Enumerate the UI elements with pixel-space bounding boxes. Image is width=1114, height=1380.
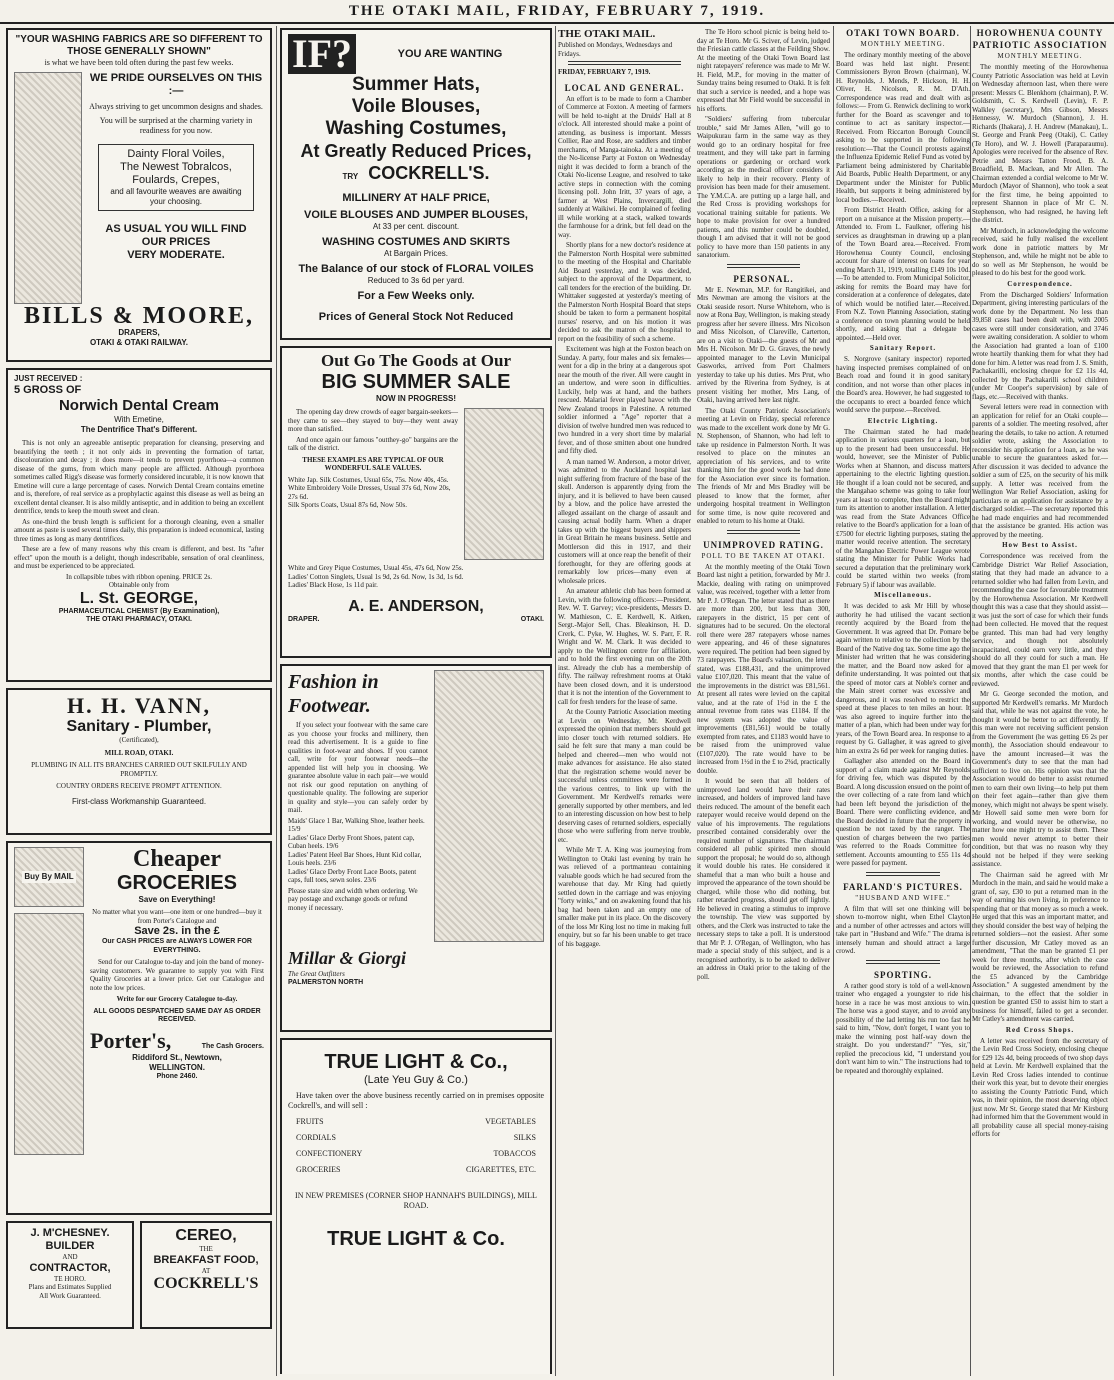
mail-bag-illustration (14, 847, 84, 907)
cereo-the: THE (199, 1245, 213, 1253)
anderson-progress: NOW IN PROGRESS! (375, 394, 456, 403)
chesney-work: All Work Guaranteed. (39, 1291, 101, 1300)
porters-cash: Our CASH PRICES are ALWAYS LOWER FOR EVERYTHING. (101, 938, 252, 954)
cockrell-costumes: WASHING COSTUMES AND SKIRTS (322, 236, 510, 248)
woman-illustration (464, 408, 544, 560)
horowhenua-1: The monthly meeting of the Horowhenua County Patriotic Association was held at Levin on Wednesday afternoon last, when there were present: Messrs C. Blenkhorn (chairman), P. W. Goldsmith, C. S. Kerdwell (Levin), F. P. Walkley (secretary), Mrs Gibson, Messrs Hennessy, W. Murdoch (Shannon), J. H. Richards (Ihakara), J. H. Andrew (Manakau), L. St. George and Frank Peeg (Otaki), C. Catley (Te Horo), and W. J. Howell (Paraparaumu). Apologies were received for the absence of Rev. Petrie and Messrs Tatton Frood, B. A. Broadfield, B. Maclean, and Mr Allen. The Chairman extended a cordial welcome to Mr W. Murdoch (Mayor of Shannon), who took a seat for the first time, he being appointed to represent Shannon in place of Mr C. N. Stephenson, who had resigned, he having left the district. (972, 63, 1108, 224)
corr-1: From the Discharged Soldiers' Information Department, giving interesting particulars of the work done by the Department. No less than 39,858 cases had been dealt with, with 2005 cases were still under consideration, and 3746 were awaiting consideration. A soldier to whom the Association had granted a loan of £100 wrote heartily thanking them for what they had done for him. A letter was read from J. S. Smith, Pachakarilli, enclosing cheque for £2 11s 4d, collected by the Pachakarilli school children (under Mr Cooper's supervision) by sale of flags, etc.—Received with thanks. (972, 290, 1108, 401)
truelight-left-2: CORDIALS (296, 1133, 337, 1142)
norwich-george: L. St. GEORGE, (79, 589, 199, 607)
fabric-2: The Newest Tobralcos, (120, 161, 232, 173)
millar-state: Please state size and width when ordering. We pay postage and exchange goods or refund money if necessary. (288, 886, 418, 912)
truelight-title: TRUE LIGHT & Co., (324, 1051, 508, 1073)
millar-item-1: Maids' Glace 1 Bar, Walking Shoe, leather heels. 15/9 (288, 816, 425, 833)
cereo-ad (140, 1221, 272, 1329)
bills-headline: "YOUR WASHING FABRICS ARE SO DIFFERENT TO THOSE GENERALLY SHOWN" (15, 34, 263, 57)
fabric-3: Foulards, Crepes, (132, 174, 220, 186)
chesney-ad (6, 1221, 134, 1329)
cockrell-blouses: VOILE BLOUSES AND JUMPER BLOUSES, (304, 209, 528, 221)
anderson-draper: DRAPER. (288, 615, 320, 623)
column-2 (280, 28, 552, 1374)
electric-text: The Chairman stated he had made application in various quarters for a loan, but up to the present had been unsuccessful. He would, however, see the Minister of Public Works when at Shannon, and discuss matters appertaining to the electric lighting question. He thought if a loan could not be secured, and the Mangahao scheme was going to take four years at least to complete, then the Board might turn its attention to another installation. A letter was read from the State Advances Office relative to the Board's application for a loan of £7500 for electric lighting purposes, stating the matter would receive attention. The secretary of the Mangahao Electric Power League wrote stating the Minister for Public Works had secured a deputation that the preliminary work could be started within two weeks (from February 5) if labour was available. (836, 427, 970, 589)
misc-2: Gallagher also attended on the Board in support of a claim made against Mr Reynolds for driving fee, which was disputed by the Board. A long discussion ensued on the point of the over collecting of a rate from land which had been left beyond the jurisdiction of the Board. There were conflicting evidence, and the Board decided in future that the property in question be not taxed by the ranger. The question of charges between the two parties was referred to the Roads Committee for settlement. Accounts amounting to £55 11s 4d were passed for payment. (836, 757, 970, 867)
farland-text: A film that will set one thinking will be shown to-morrow night, when Ethel Clayton and a number of other actresses and actors will take part in "Husband and Wife." The drama is intensely human and should attract a large crowd. (836, 904, 970, 955)
chesney-contractor: CONTRACTOR, (29, 1261, 111, 1274)
vann-cert: (Certificated), (119, 736, 159, 744)
section-personal: PERSONAL. (733, 273, 794, 284)
cockrell-try: TRY (342, 172, 359, 181)
section-sanitary: Sanitary Report. (869, 344, 937, 352)
personal-2: The Otaki County Patriotic Association's meeting at Levin on Friday, special reference was made to the excellent work done by Mr G. N. Stephenson, of Shannon, who had left to take up residence in Palmerston North. It was resolved to place on the minutes an appreciation of his services, and to write thanking him for the good work he had done for the Association ever since its formation. The friends of Mr and Mrs Bradley will be pleased to know that the former, after undergoing hospital treatment in Wellington for some time, is now quite recovered and enabled to return to his home at Otaki. (697, 406, 830, 525)
porters-cash-grocers: The Cash Grocers. (201, 1042, 264, 1050)
section-horowhenua-1: HOROWHENUA COUNTY (976, 28, 1104, 38)
column-rule (833, 26, 834, 1376)
column-1 (6, 28, 272, 1374)
woman-illustration (14, 72, 82, 304)
truelight-right-2: SILKS (513, 1133, 536, 1142)
porters-groceries: GROCERIES (116, 872, 238, 894)
section-red-cross: Red Cross Shops. (1005, 1025, 1075, 1034)
anderson-name: A. E. ANDERSON, (348, 597, 484, 615)
truelight-right-3: TOBACCOS (493, 1149, 536, 1158)
anderson-title-1: Out Go The Goods at Our (320, 351, 512, 370)
section-how: How Best to Assist. (1002, 541, 1078, 549)
cockrell-reduced-to: Reduced to 3s 6d per yard. (367, 276, 465, 285)
bills-sub: is what we have been told often during the past few weeks. (44, 58, 234, 67)
anderson-examples: THESE EXAMPLES ARE TYPICAL OF OUR WONDERFUL SALE VALUES. (302, 455, 444, 472)
mail-title: THE OTAKI MAIL. (558, 28, 656, 40)
cereo-food: BREAKFAST FOOD, (153, 1253, 259, 1266)
column-rule (970, 26, 971, 1376)
column-3 (558, 28, 830, 1374)
section-town-board: OTAKI TOWN BOARD. (846, 28, 960, 38)
vann-guarantee: First-class Workmanship Guaranteed. (71, 796, 207, 806)
local-5: An amateur athletic club has been formed at Levin, with the following officers:—President, Rev. W. T. Garvey; vice-presidents, Messrs D. W. Mathieson, C. E. Kerdwell, K. Aitken, Sergt.-Major Sell, Chas. Bleakinson, H. D. Crerk, C. Pyke, W. Hughes, W. S. Parr, F. R. Wright and W. M. Clark. It was decided to apply to the Wellington centre for affiliation, and to hold the first evening run on the 20th inst. Already the club has a membership of fifty. The railway refreshment rooms at Otaki have been closed down, and it is understood that it is not the intention of the Government to call for fresh tenders for the lease of same. (558, 587, 691, 706)
norwich-with: With Emetine, (114, 415, 164, 424)
truelight-right-4: CIGARETTES, ETC. (466, 1165, 536, 1174)
local-7: While Mr T. A. King was journeying from Wellington to Otaki last evening by train he was relieved of a portmanteau containing valuable goods which he had secured from the warehouse that day. Mr King had quietly settled down in the carriage and was enjoying "forty winks," and on awakening found that his bag had been taken and an empty one of smaller make put in its place. On the discovery of the loss Mr King lost no time in making full enquiry, but so far his been unable to get trace of his baggage. (558, 846, 691, 948)
column-rule (555, 26, 556, 1376)
norwich-tubes: In collapsible tubes with ribbon opening. PRICE 2s. (65, 572, 212, 581)
truelight-left-4: GROCERIES (296, 1165, 341, 1174)
divider (568, 61, 681, 65)
porters-ad (6, 841, 272, 1215)
woman-telephone-illustration (14, 913, 84, 1155)
millar-outfitters: The Great Outfitters (288, 970, 345, 978)
chesney-place: TE HORO. (54, 1274, 86, 1283)
cockrell-balance: The Balance of our stock of FLORAL VOILES (298, 263, 534, 275)
bills-pride: WE PRIDE OURSELVES ON THIS :— (89, 72, 263, 97)
col3-b: "Soldiers' suffering from tubercular trouble," said Mr James Allen, "will go to Waipukurau farm in the same way as they would go to an ordinary hospital for free treatment, and they will take part in farming operations or gardening or orchard work according as the medical officer considers it likely to help in their recovery. Plenty of provision has been made for their amusement. The Y.M.C.A. are putting up a large hall, and the Red Cross is providing workshops for vocational training suitable for patients. We hope to make provision for over a hundred patients, and this number could be doubled, though I am advised that it will not be good policy to have more than 150 patients in any sanatorium. (697, 115, 830, 259)
truelight-left-3: CONFECTIONERY (296, 1149, 363, 1158)
town-board-2: From District Health Office, asking for a report on a nuisance at the Mission property.—Attended to. From L. Faulkner, offering his services as draughtsman in drawing up a plan of the Town Board area.—Received. From Horowhenua County Council, enclosing account for share of interest on loans for year ending March 31, 1919, totalling £149 10s 10d.—To be attended to. From Municipal Solicitor, asking for remits the Board may have for consideration at a conference of delegates, date of which would be notified later.—Received. From N.Z. Town Planning Association, stating a conference on town planning would be held shortly, and asking that a delegate be appointed.—Held over. (836, 206, 970, 342)
horowhenua-2: Mr Murdoch, in acknowledging the welcome received, said he fully realised the excellent work done in patriotic matters by Mr Stephenson, and, while he might not be able to do so well as Mr Stephenson, he would be pleased to do his best for the good work. (972, 226, 1108, 277)
section-unimproved: UNIMPROVED RATING. (703, 539, 824, 550)
bills-usual-1: AS USUAL YOU WILL FIND (105, 223, 247, 235)
millar-giorgi-ad (280, 664, 552, 1032)
millar-title-2: Footwear. (288, 695, 371, 717)
millar-item-2: Ladies' Glace Derby Front Shoes, patent cap, Cuban heels. 19/6 (288, 833, 415, 850)
sporting-text: A rather good story is told of a well-known trainer who engaged a youngster to ride his horse in a race he was most anxious to win. The horse was a good stayer, and to avoid any possibility of the lad letting his run too fast he said to him, "Now, don't forget, I want you to make the winning post half-way down the straight. Do you understand?" "Yes, sir," replied the precocious kid, "I understand you don't want him to win." The instructions had to be repeated and thoroughly explained. (836, 981, 970, 1075)
boot-illustration (434, 670, 544, 942)
cockrell-weeks: For a Few Weeks only. (357, 290, 475, 302)
chesney-plans: Plans and Estimates Supplied (28, 1283, 112, 1291)
norwich-post: Obtainable only from (108, 581, 170, 589)
truelight-footer: TRUE LIGHT & Co. (327, 1228, 505, 1250)
vann-trade: Sanitary - Plumber, (66, 718, 212, 735)
vann-ad (6, 688, 272, 835)
norwich-body-3: These are a few of many reasons why this cream is different, and best. Its "after effect" upon the mouth is a delight, though indescribable, sensation of oral cleanliness, and must be experienced to be appreciated. (14, 545, 264, 570)
local-1: An effort is to be made to form a Chamber of Commerce at Foxton. A meeting of farmers will be held to-night at the Druids' Hall at 8 o'clock. All interested should make a point of attending, as business is important. Messrs Collier, Rae and Rose, are saddlers and timber merchants, of Manga-tainoka. At a meeting of the No-license Party at Foxton on Wednesday night it was decided to form a branch of the Otaki No-license League, and resolved to take active steps in connection with the coming licensing poll. John Iritt, 37 years of age, a farmer at West Plains, Invercargill, died suddenly at Waikiwi. He complained of feeling ill while working at a stack, walked towards the farmhouse for a drink, but fell dead on the way. (558, 94, 691, 239)
norwich-title: Norwich Dental Cream (58, 397, 220, 414)
divider (866, 872, 940, 876)
millar-item-3: Ladies' Patent Heel Bar Shoes, Hunt Kid collar, Louis heels. 23/6 (288, 850, 422, 867)
section-farland: FARLAND'S PICTURES. (843, 881, 963, 892)
mail-published: Published on Mondays, Wednesdays and Fridays. (558, 41, 673, 58)
porters-name: Porter's, (90, 1027, 172, 1053)
local-6: At the County Patriotic Association meeting at Levin on Wednesday, Mr. Kerdwell expressed the opinion that members should get into closer touch with returned soldiers. He said he felt sure that many a man could be helped and cheered—men who would not make advances for assistance. He also stated that the registration scheme would never be successful unless committees were formed in the various centres, to link up with the Government. Mr Kerdwell's remarks were generally supported by other members, and led to an interesting discussion on how best to help deserving cases of returned soldiers, especially those who were suffering from nerve trouble, etc. (558, 708, 691, 844)
cockrell-ad (280, 28, 552, 340)
cockrell-millinery: MILLINERY AT HALF PRICE, (342, 192, 490, 204)
anderson-item-3: Silk Sports Coats, Usual 87s 6d, Now 50s. (288, 501, 408, 509)
misc-1: It was decided to ask Mr Hill by whose authority he had utilised the vacant section recently acquired by the Board from the Government. It was agreed that Dr. Pomare be again written to relative to the collection by the Board of the Native dog tax. Some time ago the Minister had written that he was considering the matter, and the Board now asked for a definite understanding. It was pointed out that the speed of motor cars at Noble's corner and the Main street corner was excessive and dangerous, and it was resolved to restrict the speed at these places to ten miles an hour. It was also agreed to inquire further into the matter of a plan, which had been under way for years, of the Town Board area. In response to a request by G. Gallagher, it was agreed to give him an extra 2s 6d per week for ranging duties. (836, 602, 970, 755)
porters-save: Save on Everything! (138, 895, 216, 904)
news-col-a (558, 28, 691, 983)
section-monthly-2: MONTHLY MEETING. (997, 52, 1083, 60)
truelight-right-1: VEGETABLES (485, 1117, 536, 1126)
divider (727, 530, 800, 534)
chesney-name: J. M'CHESNEY. (30, 1227, 110, 1239)
norwich-body: This is not only an agreeable antiseptic preparation for cleansing, preserving and beautifying the teeth ; it not only aids in preventing the formation of tartar, discolouration and decay ; it does more—it tends to prevent pyorrhoea—a common disease of the gums, from which many people are afflicted. Although pyorrhoea sometimes called Rigg's disease was formerly considered incurable, it is now known that Emetine will cure a large percentage of cases. Norwich Dental Cream contains emetine and is, therefore, of real service as a prophylactic against this disease as well as being an excellent dental cleanser. It is also mildly antiseptic, and in addition to being an excellent dentrifice, tends to keep the mouth sweet and clean. (14, 439, 264, 515)
cockrell-washing: Washing Costumes, (325, 118, 507, 139)
porters-buy: Buy By MAIL (24, 872, 74, 881)
local-4: A man named W. Anderson, a motor driver, was admitted to the Auckland hospital last night suffering from fracture of the base of the skull. Anderson is apparently dying from the injury, and it is believed to have been caused by a blow, and the police have arrested the alleged assailant on the charge of assault and causing actual bodily harm. When a draper takes up with the biggest buyers and shippers in Great Britain he means business. Settle and Mottlerson did this in 1917, and their customers will at once reap the benefit of their forethought, for they are offering goods at remarkably low prices—many even at wholesale prices. (558, 457, 691, 585)
porters-send: Send for our Catalogue to-day and join the band of money-saving customers. We guarantee to supply you with First Quality Groceries at a lower price. Get our Catalogue and note the low prices. (90, 958, 264, 992)
column-4 (836, 28, 970, 1374)
cockrell-name: COCKRELL'S. (368, 163, 490, 183)
how-1: Correspondence was received from the Cambridge District War Relief Association, stating that they had made an advance to a returned soldier who had fallen from Levin, and recommending the case for favourable treatment by the Horowhenua Association. Mr Kerdwell thought this was a case that they should assist—it was just the sort of case for which their funds had been collected. He moved that the request be granted. This man had had very lengthy service, and though not absolutely incapacitated, could earn very little, and they should do all they could for such a man. He moved that they grant the man £1 per week for six months, after which the case could be reviewed. (972, 552, 1108, 688)
porters-nomatter: No matter what you want—one item or one hundred—buy it from Porter's Catalogue and (92, 908, 262, 925)
vann-country: COUNTRY ORDERS RECEIVE PROMPT ATTENTION. (56, 782, 222, 790)
anderson-item-2: White Embroidery Voile Dresses, Usual 37s 6d, Now 20s, 27s 6d. (288, 484, 451, 501)
norwich-body-2: As one-third the brush length is sufficient for a thorough cleaning, even a smaller amount as paste is used several times daily, this preparation is indeed economical, lasting three times as long as many dentrifices. (14, 517, 264, 543)
section-local: LOCAL AND GENERAL. (564, 82, 685, 93)
cereo-shop: COCKRELL'S (153, 1275, 259, 1292)
cockrell-general: Prices of General Stock Not Reduced (318, 311, 514, 323)
millar-body: If you select your footwear with the same care as you choose your frocks and millinery, then read this advertisement. It is a guide to fine qualities in foot-wear and shoes. If you cannot call, write for your footwear needs—the appended list will help you in choosing. We guarantee absolute value in each pair—we would not risk our good reputation on anything of questionable quality. The following are superior in quality and style—you can safely order by mail. (288, 721, 428, 814)
cockrell-hats: Summer Hats, (352, 74, 480, 95)
section-electric: Electric Lighting. (867, 416, 939, 425)
bills-name: BILLS & MOORE, (23, 303, 255, 329)
truelight-premises: IN NEW PREMISES (CORNER SHOP HANNAH'S BUILDINGS), MILL ROAD. (295, 1191, 537, 1210)
norwich-gross: 5 GROSS OF (14, 384, 82, 396)
column-5 (972, 28, 1108, 1374)
divider (866, 960, 940, 964)
section-monthly: MONTHLY MEETING. (860, 40, 946, 48)
how-2: Mr G. George seconded the motion, and supported Mr Kerdwell's remarks. Mr Murdoch said that, while he was not against the vote, he thought it would be better to act differently. If this man were not receiving sufficient pension from the Government (he was getting £6 2s per month), the Association should endeavour to have the amount increased—it was the Government's duty to see that the man had sufficient to live on. His opinion was that the Association would do better to assist returned men to earn their own living—to help put them on their feet again—rather than give them money, which might not always be spent wisely. Mr Howell said some men were born for working, and would never be otherwise, no matter how one might try to assist them. These men would never attempt to better their condition, but that was no reason why they should not be helped if they were seeking assistance. (972, 690, 1108, 868)
vann-road: MILL ROAD, OTAKI. (104, 748, 174, 757)
col3-a: The Te Horo school picnic is being held to-day at Te Horo. Mr G. Sciver, of Levin, judged the Friesian cattle classes at the Feilding Show. At the meeting of the Otaki Town Board last night ratepayers' reference was made to Mr W. H. Field, M.P., for moving in the matter of Sunday trains being resumed to Otaki. It is felt that such a service is needed, and a hope was expressed that Mr Field would be successful in his efforts. (697, 28, 830, 113)
porters-write: Write for our Grocery Catalogue to-day. (116, 995, 238, 1003)
porters-street: Riddiford St., Newtown, (132, 1052, 222, 1062)
cockrell-discount: At 33 per cent. discount. (372, 222, 460, 231)
section-husband: "HUSBAND AND WIFE." (855, 893, 951, 902)
cockrell-voile: Voile Blouses, (351, 96, 481, 117)
millar-title-1: Fashion in (288, 671, 379, 693)
millar-town: PALMERSTON NORTH (288, 978, 364, 986)
millar-name: Millar & Giorgi (288, 948, 407, 968)
news-col-b (697, 28, 830, 983)
cockrell-bargain: At Bargain Prices. (383, 249, 449, 258)
town-board-1: The ordinary monthly meeting of the above Board was held last night. Present: Commissioners Byron Brown (chairman), W. H. Reynolds, J. Mends, P. Hickson, H. H. Oliver, H. Nicolson, R. M. D'Ath. Correspondence was read and dealt with as follows:— From G. Renwick declining to work further for the Board as scavenger and to continue to act as sanitary inspector.—Received. From Riccarton Borough Council asking to be supported in the following resolution:—That the Council protests against the Influenza Epidemic Relief Fund as voted by Parliament being administered by Charitable Aid Boards, Public Health Department, or any Department under the Minister for Public Health, but supports it being administered by local bodies.—Received. (836, 51, 970, 204)
cereo-at: AT (201, 1266, 211, 1275)
chesney-builder: BUILDER (45, 1240, 95, 1252)
unimproved-2: It would be seen that all holders of unimproved land would have their rates increased, and holders of improved land have theirs reduced. The amount of the benefit each ratepayer would receive would depend on the value of his improvements. The regulations prescribed contained considerably over the required number of signatures. The chairman considered all public spirited men should support the proposal; he would do so, although it would double his rates. He considered it shameful that a man who built a house and improved the appearance of the town should be charged, while those who did nothing, but rather retarded progress, should get off lightly. He believed in creating a stimulus to improve the township. The view was supported by others, and the Clerk was instructed to take the necessary steps to take a poll. It is understood that Mr P. J. O'Regan, of Wellington, who has made a special study of this subject, and is a recognised authority, is to be asked to deliver an address in Otaki prior to the taking of the poll. (697, 777, 830, 981)
porters-phone: Phone 2460. (156, 1072, 198, 1080)
truelight-body: Have taken over the above business recently carried on in premises opposite Cockrell's, and will sell : (288, 1091, 544, 1110)
porters-save-2: Save 2s. in the £ (134, 925, 220, 937)
porters-despatched: ALL GOODS DESPATCHED SAME DAY AS ORDER RECEIVED. (93, 1007, 261, 1023)
anderson-pique: White and Grey Pique Costumes, Usual 45s, 47s 6d, Now 25s. (288, 564, 464, 572)
bills-address: OTAKI & OTAKI RAILWAY. (89, 338, 189, 347)
section-correspondence: Correspondence. (1007, 279, 1073, 288)
cereo-name: CEREO, (175, 1227, 237, 1244)
how-3: The Chairman said he agreed with Mr Murdoch in the main, and said he would make a grant of, say, £30 to put a returned man in the way of earning his own living, in preference to spending that or that money as so much a week. He urged that this was an important matter, and they should consider the best way of helping the returned soldiers—not the easiest. After some further discussion, Mr Catley moved as an amendment, "That the man be granted £1 per week for three months, after which the case would be reviewed, the Association to refund the £5 advanced by the Cambridge Association." A suggested amendment by the chairman, to the effect that the soldier in question be granted £50 to assist him to start a business for himself, failed to get a seconder. Mr Catley's amendment was carried. (972, 870, 1108, 1023)
true-light-ad (280, 1038, 552, 1374)
cockrell-if: IF? (288, 34, 356, 74)
masthead: THE OTAKI MAIL, FRIDAY, FEBRUARY 7, 1919. (0, 0, 1114, 24)
anderson-item-1: White Jap. Silk Costumes, Usual 65s, 75s. Now 40s, 45s. (288, 475, 449, 484)
cockrell-wanting: YOU ARE WANTING (397, 47, 503, 60)
local-2: Shortly plans for a new doctor's residence at the Palmerston North Hospital were submitted to the meeting of the Hospital and Charitable Aid Board yesterday, and it was decided, subject to the approval of the Department, to call tenders for the erection of the building. Dr. Whittaker suggested at yesterday's meeting of the Palmerston North Hospital Board that steps should be taken to form a permanent hospital nurses' reserve, and on his motion it was decided to ask the matron of the hospital to report on the feasibility of such a scheme. (558, 241, 691, 343)
local-3: Excitement was high at the Foxton beach on Sunday. A party, four males and six females—went for a dip in the briny at a dangerous spot near the mouth of the river. All were caught in an undertow, and were soon in difficulties. Luckily, help was at hand, and the bathers rescued. Malarial fever played havoc with the New Zealand troops in Palestine. A returned soldier informed a "Age" reporter that a division of twelve hundred men was reduced to two hundred in a very short time by malarial fever, and of those smitten about one hundred and fifty died. (558, 345, 691, 455)
norwich-dental-ad (6, 368, 272, 682)
bills-moore-ad (6, 28, 272, 362)
anderson-intro: The opening day drew crowds of eager bargain-seekers—they came to see—they stayed to buy—they went away more than satisfied. (288, 408, 458, 433)
divider (727, 264, 800, 268)
vann-branches: PLUMBING IN ALL ITS BRANCHES CARRIED OUT SKILFULLY AND PROMPTLY. (31, 761, 247, 778)
mail-date: FRIDAY, FEBRUARY 7, 1919. (558, 68, 651, 76)
truelight-late: (Late Yeu Guy & Co.) (364, 1074, 468, 1086)
personal-1: Mr E. Newman, M.P. for Rangitikei, and Mrs Newman are among the visitors at the Otaki seaside resort. Nurse Whitehorn, who is now at Rona Bay, Wellington, is making steady progress after her severe illness. Mrs Nicolson and Miss Nicolson, of Clareville, Carterton, are on a visit to Otaki—the guests of Mr and Mrs H. Nicolson. Mr D. G. Graves, the newly appointed manager to the Levin Municipal Gasworks, arrived from Port Chalmers yesterday to take up his duties. Mrs Prut, who arrived by the Riverina from Sydney, is at present visiting her mother, Mrs Lang, of Otaki, having arrived here last night. (697, 285, 830, 404)
fabrics-box (98, 144, 254, 211)
sanitary-text: S. Norgrove (sanitary inspector) reported having inspected premises complained of on Beach road and found it in good sanitary condition, and not worse than other places in the Board's area. However, he had suggested to the occupants to erect a boarded fence which would serve the purpose.—Received. (836, 355, 970, 414)
bills-favourite: and all favourite weaves are awaiting your choosing. (110, 187, 242, 206)
vann-name: H. H. VANN, (66, 693, 212, 718)
anderson-ad (280, 346, 552, 658)
cockrell-reduced: At Greatly Reduced Prices, (300, 141, 532, 161)
bills-usual-3: VERY MODERATE. (127, 249, 225, 261)
anderson-hose: Ladies' Black Hose, 1s 11d pair. (288, 581, 378, 589)
norwich-chemist: PHARMACEUTICAL CHEMIST (By Examination), (58, 607, 220, 615)
norwich-diff: The Dentrifice That's Different. (80, 425, 198, 434)
anderson-town: OTAKI. (520, 615, 544, 623)
anderson-title-2: BIG SUMMER SALE (321, 371, 511, 393)
bills-striving: Always striving to get uncommon designs and shades. (89, 102, 263, 111)
millar-item-4: Ladies' Glace Derby Front Lace Boots, patent caps, full toes, sewn soles. 23/6 (288, 867, 417, 884)
corr-2: Several letters were read in connection with an application for relief for an Otaki couple—parents of a soldier. The meeting resolved, after hearing the details, to take no action. A returned soldier wrote, asking the Association to reconsider his application for a loan, as he was unable to secure the guarantees asked for.—After discussion it was decided to advance the soldier a sum of £25, on the security of his milk supply. A letter was received from the Wellington War Relief Association, asking for particulars re an application for assistance by a discharged soldier.—The secretary reported this he had made enquiries and had recommended that the assistance be granted. His action was approved by the meeting. (972, 403, 1108, 539)
porters-cheaper: Cheaper (133, 846, 221, 872)
fabric-1: Dainty Floral Voiles, (127, 148, 225, 160)
bills-usual-2: OUR PRICES (141, 236, 211, 248)
bills-surprised: You will be surprised at the charming variety in readiness for you now. (99, 116, 253, 135)
anderson-singlets: Ladies' Cotton Singlets, Usual 1s 9d, 2s 6d. Now, 1s 3d, 1s 6d. (288, 572, 464, 581)
section-horowhenua-2: PATRIOTIC ASSOCIATION (972, 40, 1108, 50)
column-rule (276, 26, 277, 1376)
anderson-again: And once again our famous "outthey-go" bargains are the talk of the district. (288, 435, 458, 452)
bills-drapers: DRAPERS, (118, 328, 160, 337)
unimproved-1: At the monthly meeting of the Otaki Town Board last night a petition, forwarded by Mr J. Mackie, dealing with rating on unimproved value, was received, together with a letter from Mr P. J. O'Regan. The letter stated that as there are more than 200, but less than 300, ratepayers in the district, 15 per cent of signatures had to be secured. On the electoral roll there were 287 ratepayers whose names were appearing, and 46 of these signatures were required. The petition had been signed by 73 ratepayers. The Board's valuation, the letter stated, was £188,431, and the unimproved value £107,020. This meant that the value of the improvements in the district was £81,561. At present all rates were levied on the capital value, and at the rate of 1½d in the £ the annual revenue from rates was £1184. If the new system was adopted the value of improvements (£81,561) would be totally exempted from rates, and £1183 would have to be raised from the unimproved value (£107,020). The rate would have to be increased from 1½d in the £ to 2¾d, practically double. (697, 562, 830, 775)
chesney-and: AND (62, 1253, 78, 1261)
porters-city: WELLINGTON. (149, 1062, 205, 1072)
section-poll: POLL TO BE TAKEN AT OTAKI. (701, 551, 826, 560)
norwich-just: JUST RECEIVED : (14, 374, 83, 383)
truelight-left-1: FRUITS (296, 1117, 324, 1126)
section-misc: Miscellaneous. (874, 591, 932, 599)
norwich-pharmacy: THE OTAKI PHARMACY, OTAKI. (86, 616, 192, 623)
red-cross-text: A letter was received from the secretary of the Levin Red Cross Society, enclosing cheque for £29 12s 4d, being proceeds of two shop days held at Levin. Mr Kerdwell explained that the Levin Red Cross ladies intended to continue their work this year, but to devote their energies to assisting the County Patriotic Fund, which was, in their opinion, the most deserving object just now. Mr St. George stated that Mr Kirsburg had informed him that the Government would in all probability cause all special money-raising efforts for (972, 1036, 1108, 1138)
section-sporting: SPORTING. (874, 969, 932, 980)
